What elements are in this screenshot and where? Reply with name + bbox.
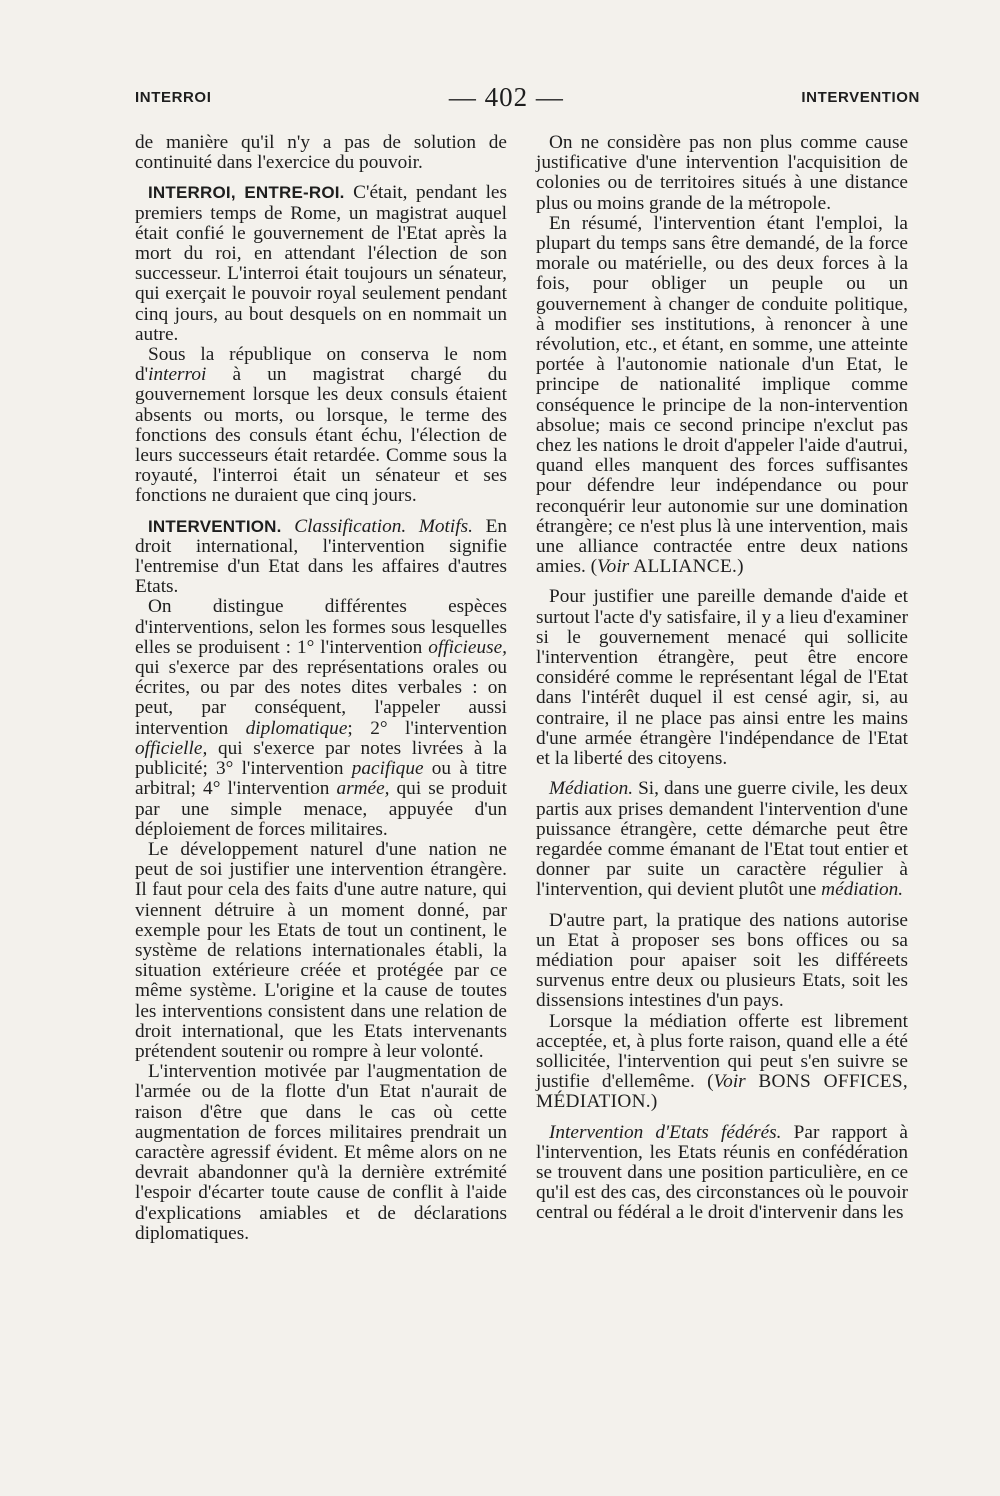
entry-intervention: INTERVENTION. Classification. Motifs. En droit international, l'intervention signifie l'entremise d'un Etat dans les affaires d'autres Etats. (135, 515, 507, 598)
paragraph: Intervention d'Etats fédérés. Par rapport à l'intervention, les Etats réunis en confédération se trouvent dans une position particulière, en ce qu'il est des cas, des circonstances où le pouvoir central ou fédéral a le droit d'intervenir dans les (536, 1121, 908, 1224)
header-right-word: INTERVENTION (801, 88, 920, 106)
paragraph: En résumé, l'intervention étant l'emploi, la plupart du temps sans être demandé, de la force morale ou matérielle, ou des deux forces à la fois, pour obliger un peuple ou un gouvernement à changer de conduite politique, à modifier ses institutions, à renoncer à une révolution, etc., et étant, en somme, une atteinte portée à l'autonomie nationale d'un Etat, le principe de nationalité implique comme conséquence le principe de la non-intervention absolue; mais ce second principe n'exclut pas chez les nations le droit d'appeler l'aide d'autrui, quand elles manquent des forces suffisantes pour défendre leur indépendance ou pour reconquérir leur autonomie sur une domination étrangère; ce n'est plus là une intervention, mais une alliance contractée entre deux nations amies. (Voir ALLIANCE.) (536, 212, 908, 578)
page-number: — 402 — (448, 81, 564, 112)
paragraph: Lorsque la médiation offerte est librement acceptée, et, à plus forte raison, quand elle a été sollicitée, l'intervention qui peut s'en suivre se justifie d'ellemême. (Voir BONS OFFICES, MÉDIATION.) (536, 1010, 908, 1113)
right-column (536, 133, 908, 1224)
paragraph: Le développement naturel d'une nation ne peut de soi justifier une intervention étrangère. Il faut pour cela des faits d'une autre nature, qui viennent détruire à un moment donné, par exemple pour les Etats de tout un continent, le système de relations internationales établi, la situation extérieure créée et protégée par ce même système. L'origine et la cause de toutes les interventions consistent dans une relation de droit international, que les Etats intervenants prétendent soutenir ou rompre à leur volonté. (135, 838, 507, 1062)
entry-interroi: INTERROI, ENTRE-ROI. C'était, pendant les premiers temps de Rome, un magistrat auquel était confié le gouvernement de l'Etat après la mort du roi, en attendant l'élection de son successeur. L'interroi était toujours un sénateur, qui exerçait le pouvoir royal seulement pendant cinq jours, au bout desquels on en nommait un autre. (135, 182, 507, 345)
left-column (135, 133, 507, 1244)
paragraph: Pour justifier une pareille demande d'aide et surtout l'acte d'y satisfaire, il y a lieu d'examiner si le gouvernement menacé qui sollicite l'intervention étrangère, peut être encore considéré comme le représentant légal de l'Etat dans l'intérêt duquel il est censé agir, si, au contraire, il ne place pas ainsi entre les mains d'une armée étrangère l'indépendance de l'Etat et la liberté des citoyens. (536, 586, 908, 770)
paragraph: D'autre part, la pratique des nations autorise un Etat à proposer ses bons offices ou sa médiation pour apaiser soit les différeets survenus entre deux ou plusieurs Etats, soit les dissensions intestines d'un pays. (536, 909, 908, 1012)
running-head (135, 80, 920, 114)
paragraph: de manière qu'il n'y a pas de solution de continuité dans l'exercice du pouvoir. (135, 132, 507, 174)
paragraph: Sous la république on conserva le nom d'interroi à un magistrat chargé du gouvernement lorsque les deux consuls étaient absents ou morts, ou lorsque, le terme des fonctions des consuls étant échu, l'élection de leurs successeurs était retardée. Comme sous la royauté, l'interroi était un sénateur et ses fonctions ne duraient que cinq jours. (135, 344, 507, 507)
paragraph: L'intervention motivée par l'augmentation de l'armée ou de la flotte d'un Etat n'aurait de raison d'être que dans le cas où cette augmentation de forces militaires prendrait un caractère agressif évident. Et même alors on ne devrait abandonner qu'à la dernière extrémité l'espoir d'écarter toute cause de conflit à l'aide d'explications amiables et de déclarations diplomatiques. (135, 1061, 507, 1244)
subheading: Intervention d'Etats fédérés. (549, 1121, 782, 1143)
subheading: Classification. Motifs. (281, 515, 473, 537)
paragraph: Médiation. Si, dans une guerre civile, les deux partis aux prises demandent l'intervention d'une puissance étrangère, cette démarche peut être regardée comme émanant de l'Etat tout entier et donner par suite un caractère régulier à l'intervention, qui devient plutôt une médiation. (536, 778, 908, 901)
header-left-word: INTERROI (135, 88, 212, 106)
headword: INTERROI, ENTRE-ROI. (148, 183, 345, 203)
subheading: Médiation. (549, 778, 634, 800)
headword: INTERVENTION. (148, 516, 282, 536)
paragraph: On distingue différentes espèces d'interventions, selon les formes sous lesquelles elles se produisent : 1° l'intervention officieuse, qui s'exerce par des représentations orales ou écrites, ou par des notes dites verbales : on peut, par conséquent, l'appeler aussi intervention diplomatique; 2° l'intervention officielle, qui s'exerce par notes livrées à la publicité; 3° l'intervention pacifique ou à titre arbitral; 4° l'intervention armée, qui se produit par une simple menace, appuyée d'un déploiement de forces militaires. (135, 596, 507, 840)
paragraph: On ne considère pas non plus comme cause justificative d'une intervention l'acquisition de colonies ou de territoires situés à une distance plus ou moins grande de la métropole. (536, 132, 908, 214)
